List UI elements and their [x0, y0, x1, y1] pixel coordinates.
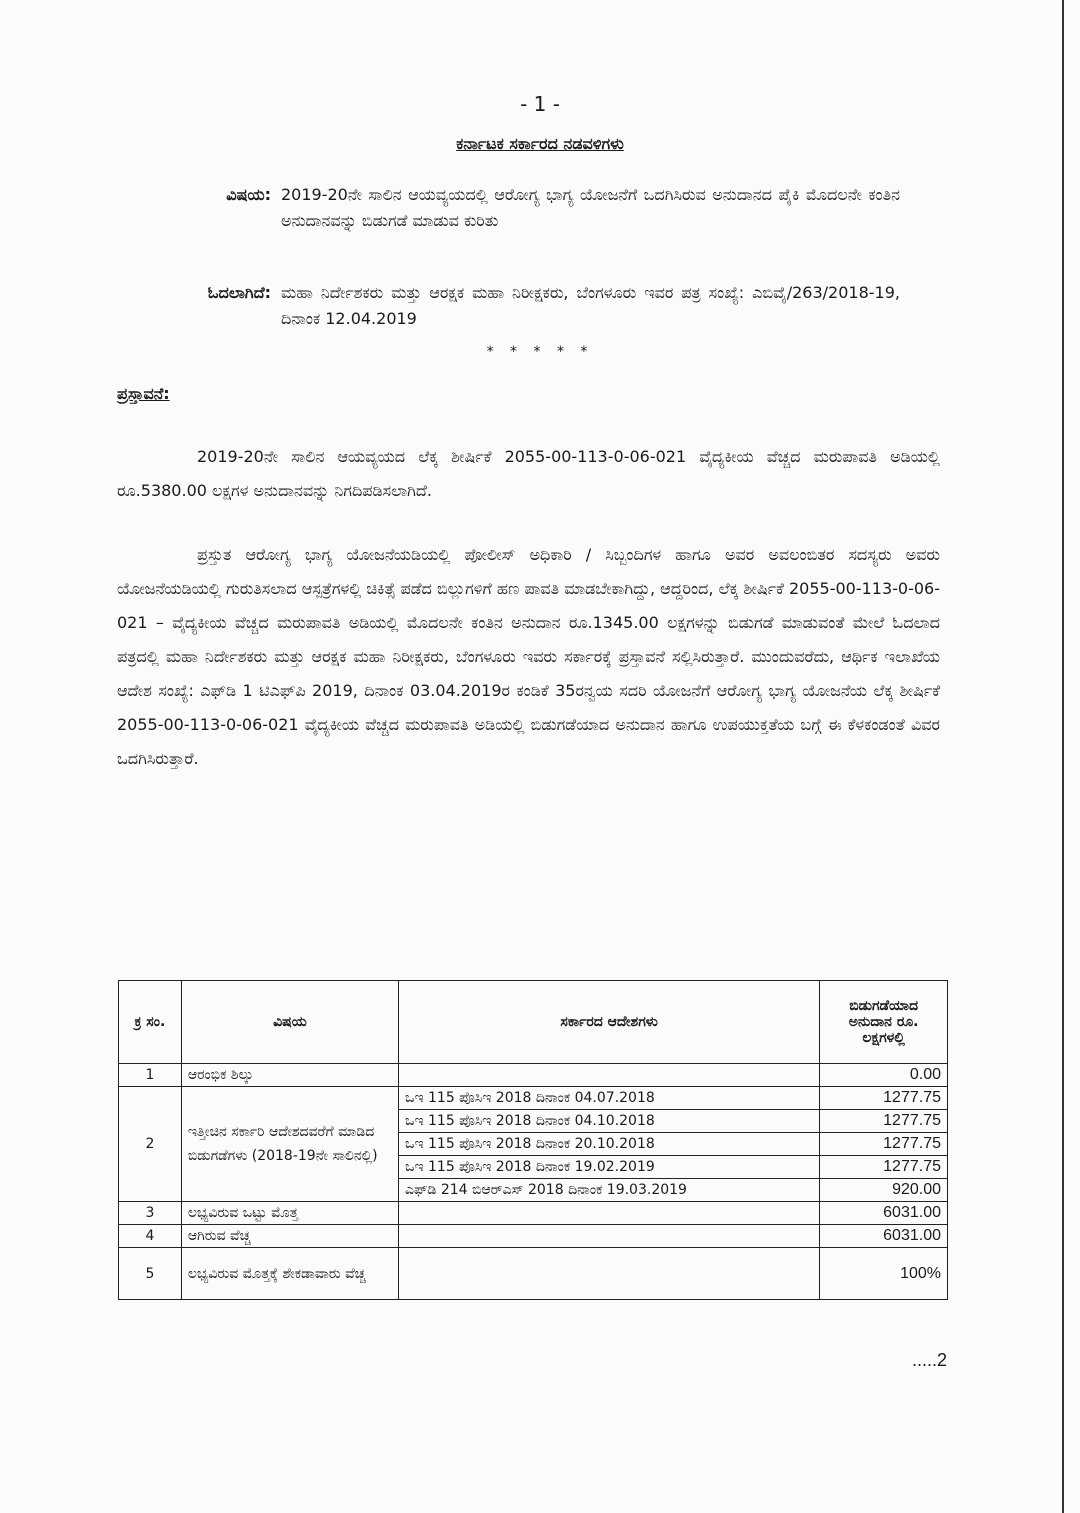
row5-subject: ಲಭ್ಯವಿರುವ ಮೊತ್ತಕ್ಕೆ ಶೇಕಡಾವಾರು ವೆಚ್ಚ [181, 1248, 398, 1300]
header-subject: ವಿಷಯ [181, 981, 398, 1064]
header-released-grant: ಬಿಡುಗಡೆಯಾದ ಅನುದಾನ ರೂ. ಲಕ್ಷಗಳಲ್ಲಿ [820, 981, 948, 1064]
page-number: - 1 - [520, 92, 560, 116]
row2-order-1: ಒಇ 115 ಪೊಸಿಇ 2018 ದಿನಾಂಕ 04.07.2018 [399, 1087, 820, 1110]
row4-subject: ಆಗಿರುವ ವೆಚ್ಚ [181, 1225, 398, 1248]
header-government-orders: ಸರ್ಕಾರದ ಆದೇಶಗಳು [399, 981, 820, 1064]
row5-amount: 100% [820, 1248, 948, 1300]
row4-amount: 6031.00 [820, 1225, 948, 1248]
continuation-marker: .....2 [912, 1350, 948, 1370]
row2-amount-5: 920.00 [820, 1179, 948, 1202]
table-header-row [119, 981, 948, 1064]
row1-subject: ಆರಂಭಿಕ ಶಿಲ್ಕು [181, 1064, 398, 1087]
row3-amount: 6031.00 [820, 1202, 948, 1225]
subject-label: ವಿಷಯ: [226, 185, 271, 204]
table-row [119, 1248, 948, 1300]
reference-row [155, 280, 900, 332]
row1-order [399, 1064, 820, 1087]
header-serial-number: ಕ್ರ ಸಂ. [119, 981, 182, 1064]
row2-order-2: ಒಇ 115 ಪೊಸಿಇ 2018 ದಿನಾಂಕ 04.10.2018 [399, 1110, 820, 1133]
row3-order [399, 1202, 820, 1225]
reference-text: ಮಹಾ ನಿರ್ದೇಶಕರು ಮತ್ತು ಆರಕ್ಷಕ ಮಹಾ ನಿರೀಕ್ಷಕರು, ಬೆಂಗಳೂರು ಇವರ ಪತ್ರ ಸಂಖ್ಯೆ: ಎಬಿವೈ/263/2018-19, ದಿನಾಂಕ 12.04.2019 [281, 283, 900, 328]
row4-num: 4 [119, 1225, 182, 1248]
separator-stars: * * * * * [486, 344, 594, 360]
row3-subject: ಲಭ್ಯವಿರುವ ಒಟ್ಟು ಮೊತ್ತ [181, 1202, 398, 1225]
table-row [119, 1087, 948, 1110]
preamble-heading: ಪ್ರಸ್ತಾವನೆ: [117, 384, 170, 403]
row2-amount-2: 1277.75 [820, 1110, 948, 1133]
row5-order [399, 1248, 820, 1300]
row1-amount: 0.00 [820, 1064, 948, 1087]
row2-amount-3: 1277.75 [820, 1133, 948, 1156]
row2-num: 2 [119, 1087, 182, 1202]
row2-amount-4: 1277.75 [820, 1156, 948, 1179]
scan-edge-line [1062, 0, 1064, 1513]
table-row [119, 1202, 948, 1225]
subject-row [155, 182, 900, 234]
table-row [119, 1064, 948, 1087]
subject-text: 2019-20ನೇ ಸಾಲಿನ ಆಯವ್ಯಯದಲ್ಲಿ ಆರೋಗ್ಯ ಭಾಗ್ಯ ಯೋಜನೆಗೆ ಒದಗಿಸಿರುವ ಅನುದಾನದ ಪೈಕಿ ಮೊದಲನೇ ಕಂತಿನ ಅನುದಾನವನ್ನು ಬಿಡುಗಡೆ ಮಾಡುವ ಕುರಿತು [281, 185, 900, 230]
document-heading: ಕರ್ನಾಟಕ ಸರ್ಕಾರದ ನಡವಳಿಗಳು [456, 134, 624, 153]
row2-order-3: ಒಇ 115 ಪೊಸಿಇ 2018 ದಿನಾಂಕ 20.10.2018 [399, 1133, 820, 1156]
reference-label: ಓದಲಾಗಿದೆ: [207, 283, 271, 302]
row2-amount-1: 1277.75 [820, 1087, 948, 1110]
grant-release-table [118, 980, 948, 1300]
row3-num: 3 [119, 1202, 182, 1225]
row5-num: 5 [119, 1248, 182, 1300]
paragraph-1: 2019-20ನೇ ಸಾಲಿನ ಆಯವ್ಯಯದ ಲೆಕ್ಕ ಶೀರ್ಷಿಕೆ 2055-00-113-0-06-021 ವೈದ್ಯಕೀಯ ವೆಚ್ಚದ ಮರುಪಾವತಿ ಅಡಿಯಲ್ಲಿ ರೂ.5380.00 ಲಕ್ಷಗಳ ಅನುದಾನವನ್ನು ನಿಗದಿಪಡಿಸಲಾಗಿದೆ. [117, 447, 940, 500]
row1-num: 1 [119, 1064, 182, 1087]
row2-subject: ಇತ್ತೀಚಿನ ಸರ್ಕಾರಿ ಆದೇಶದವರೆಗೆ ಮಾಡಿದ ಬಿಡುಗಡೆಗಳು (2018-19ನೇ ಸಾಲಿನಲ್ಲಿ) [181, 1087, 398, 1202]
paragraph-2: ಪ್ರಸ್ತುತ ಆರೋಗ್ಯ ಭಾಗ್ಯ ಯೋಜನೆಯಡಿಯಲ್ಲಿ ಪೋಲೀಸ್ ಅಧಿಕಾರಿ / ಸಿಬ್ಬಂದಿಗಳ ಹಾಗೂ ಅವರ ಅವಲಂಬಿತರ ಸದಸ್ಯರು ಅವರು ಯೋಜನೆಯಡಿಯಲ್ಲಿ ಗುರುತಿಸಲಾದ ಆಸ್ಪತ್ರೆಗಳಲ್ಲಿ ಚಿಕಿತ್ಸೆ ಪಡೆದ ಬಿಲ್ಲುಗಳಿಗೆ ಹಣ ಪಾವತಿ ಮಾಡಬೇಕಾಗಿದ್ದು, ಆದ್ದರಿಂದ, ಲೆಕ್ಕ ಶೀರ್ಷಿಕೆ 2055-00-113-0-06-021 – ವೈದ್ಯಕೀಯ ವೆಚ್ಚದ ಮರುಪಾವತಿ ಅಡಿಯಲ್ಲಿ ಮೊದಲನೇ ಕಂತಿನ ಅನುದಾನ ರೂ.1345.00 ಲಕ್ಷಗಳನ್ನು ಬಿಡುಗಡೆ ಮಾಡುವಂತೆ ಮೇಲೆ ಓದಲಾದ ಪತ್ರದಲ್ಲಿ ಮಹಾ ನಿರ್ದೇಶಕರು ಮತ್ತು ಆರಕ್ಷಕ ಮಹಾ ನಿರೀಕ್ಷಕರು, ಬೆಂಗಳೂರು ಇವರು ಸರ್ಕಾರಕ್ಕೆ ಪ್ರಸ್ತಾವನೆ ಸಲ್ಲಿಸಿರುತ್ತಾರೆ. ಮುಂದುವರೆದು, ಆರ್ಥಿಕ ಇಲಾಖೆಯ ಆದೇಶ ಸಂಖ್ಯೆ: ಎಫ್‌ಡಿ 1 ಟಿಎಫ್‌ಪಿ 2019, ದಿನಾಂಕ 03.04.2019ರ ಕಂಡಿಕೆ 35ರನ್ವಯ ಸದರಿ ಯೋಜನೆಗೆ ಆರೋಗ್ಯ ಭಾಗ್ಯ ಯೋಜನೆಯ ಲೆಕ್ಕ ಶೀರ್ಷಿಕೆ 2055-00-113-0-06-021 ವೈದ್ಯಕೀಯ ವೆಚ್ಚದ ಮರುಪಾವತಿ ಅಡಿಯಲ್ಲಿ ಬಿಡುಗಡೆಯಾದ ಅನುದಾನ ಹಾಗೂ ಉಪಯುಕ್ತತೆಯ ಬಗ್ಗೆ ಈ ಕೆಳಕಂಡಂತೆ ವಿವರ ಒದಗಿಸಿರುತ್ತಾರೆ. [117, 545, 940, 768]
row4-order [399, 1225, 820, 1248]
table-row [119, 1225, 948, 1248]
row2-order-5: ಎಫ್‌ಡಿ 214 ಬಿಆರ್‌ಎಸ್ 2018 ದಿನಾಂಕ 19.03.2019 [399, 1179, 820, 1202]
row2-order-4: ಒಇ 115 ಪೊಸಿಇ 2018 ದಿನಾಂಕ 19.02.2019 [399, 1156, 820, 1179]
